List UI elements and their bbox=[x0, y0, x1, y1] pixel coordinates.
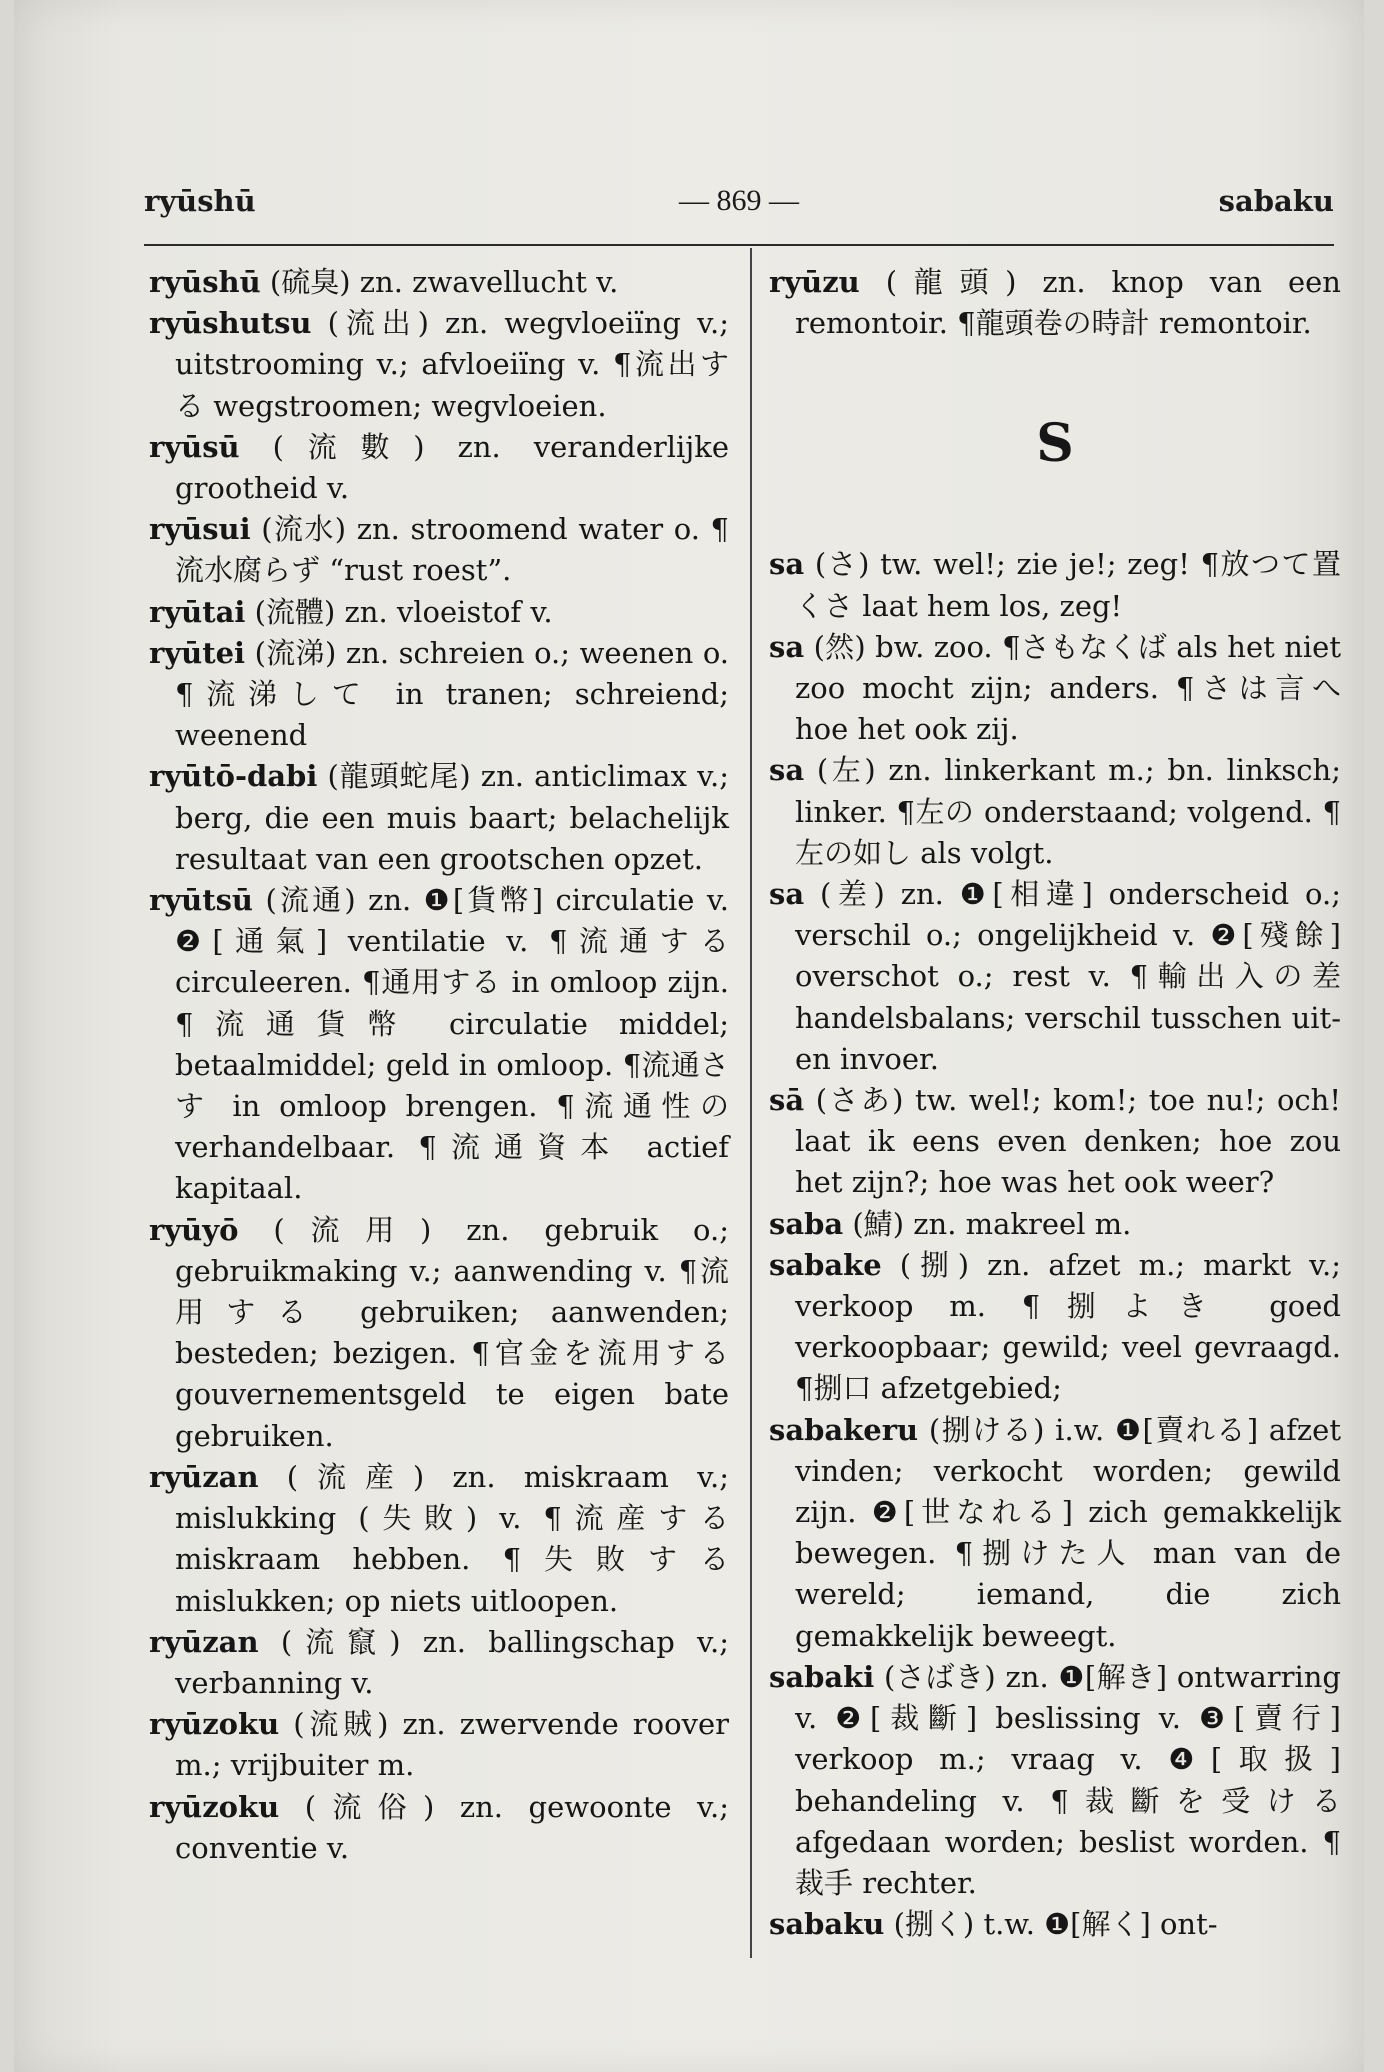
headword: ryūzoku bbox=[149, 1707, 280, 1742]
headword: sabake bbox=[769, 1247, 882, 1282]
headword: ryūzan bbox=[149, 1624, 259, 1659]
dictionary-entry bbox=[149, 509, 729, 591]
headword: ryūtai bbox=[149, 594, 246, 629]
entry-body: (流竄) zn. ballingschap v.; verbanning v. bbox=[175, 1624, 729, 1700]
headword: sabakeru bbox=[769, 1412, 919, 1447]
entry-body: (差) zn. ❶[相違] onderscheid o.; verschil o.; ongelijkheid v. ❷[殘餘] overschot o.; rest v. ¶輸出入の差 handelsbalans; verschil tusschen uit-en invoer. bbox=[795, 877, 1341, 1076]
dictionary-entry bbox=[149, 303, 729, 427]
entry-body: (流水) zn. stroomend water o. ¶流水腐らず “rust roest”. bbox=[175, 512, 729, 588]
dictionary-entry bbox=[149, 1787, 729, 1869]
header-rule bbox=[144, 244, 1334, 246]
left-column bbox=[149, 262, 729, 1869]
headword: ryūzu bbox=[769, 265, 860, 299]
entry-body: (流賊) zn. zwervende roover m.; vrijbuiter m. bbox=[175, 1707, 729, 1783]
headword: ryūshū bbox=[149, 265, 261, 299]
headword: ryūzan bbox=[149, 1459, 259, 1494]
entry-body: (流通) zn. ❶[貨幣] circulatie v. ❷[通氣] ventilatie v. ¶流通する circuleeren. ¶通用する in omloop zijn. ¶流通貨幣 circulatie middel; betaalmiddel; geld in omloop. ¶流通さす in omloop brengen. ¶流通性の verhandelbaar. ¶流通資本 actief kapitaal. bbox=[175, 883, 729, 1206]
headword: saba bbox=[769, 1206, 844, 1241]
dictionary-entry bbox=[149, 756, 729, 880]
headword: ryūsū bbox=[149, 429, 240, 464]
headword: sabaki bbox=[769, 1659, 875, 1694]
headword: ryūsui bbox=[149, 512, 251, 547]
entry-body: (流産) zn. miskraam v.; mislukking (失敗) v. ¶流産する miskraam hebben. ¶失敗する mislukken; op niets uitloopen. bbox=[175, 1459, 729, 1618]
entry-body: (龍頭) zn. knop van een remontoir. ¶龍頭卷の時計 remontoir. bbox=[795, 265, 1341, 341]
dictionary-entry bbox=[149, 1457, 729, 1622]
dictionary-entry bbox=[149, 633, 729, 757]
dictionary-entry bbox=[769, 1904, 1341, 1945]
section-letter: S bbox=[1036, 413, 1074, 475]
entry-body: (硫臭) zn. zwavellucht v. bbox=[260, 265, 619, 299]
headword: ryūyō bbox=[149, 1212, 239, 1247]
headword: sabaku bbox=[769, 1907, 885, 1942]
headword: ryūtei bbox=[149, 635, 246, 670]
dictionary-entry bbox=[149, 262, 729, 303]
entry-body: (さ) tw. wel!; zie je!; zeg! ¶放つて置くさ laat hem los, zeg! bbox=[795, 547, 1341, 623]
dictionary-entry bbox=[769, 1410, 1341, 1657]
headword: sa bbox=[769, 877, 805, 912]
running-head bbox=[144, 184, 1334, 224]
dictionary-page bbox=[14, 0, 1364, 2072]
column-divider bbox=[750, 248, 752, 1958]
entry-body: (流數) zn. veranderlijke grootheid v. bbox=[175, 429, 729, 506]
headword: ryūtō-dabi bbox=[149, 759, 318, 794]
headword: ryūzoku bbox=[149, 1789, 280, 1824]
dictionary-entry bbox=[769, 544, 1341, 626]
headword: ryūtsū bbox=[149, 883, 254, 918]
entry-body: (龍頭蛇尾) zn. anticlimax v.; berg, die een muis baart; belachelijk resultaat van een grootschen opzet. bbox=[175, 759, 729, 876]
dictionary-entry bbox=[149, 1704, 729, 1786]
dictionary-entry bbox=[769, 874, 1341, 1080]
dictionary-entry bbox=[149, 880, 729, 1210]
entry-body: (流俗) zn. gewoonte v.; conventie v. bbox=[175, 1789, 729, 1865]
dictionary-entry bbox=[149, 427, 729, 509]
headword: sā bbox=[769, 1083, 805, 1118]
entry-body: (流用) zn. gebruik o.; gebruikmaking v.; aanwending v. ¶流用する gebruiken; aanwenden; besteden; bezigen. ¶官金を流用する gouvernementsgeld te eigen bate gebruiken. bbox=[175, 1212, 729, 1453]
entry-body: (捌く) t.w. ❶[解く] ont- bbox=[884, 1907, 1218, 1942]
dictionary-entry bbox=[769, 262, 1341, 344]
entry-body: (流體) zn. vloeistof v. bbox=[245, 594, 553, 629]
right-guide-word: sabaku bbox=[1218, 184, 1334, 218]
dictionary-entry bbox=[769, 1657, 1341, 1904]
entry-body: (捌ける) i.w. ❶[賣れる] afzet vinden; verkocht worden; gewild zijn. ❷[世なれる] zich gemakkelijk bewegen. ¶捌けた人 man van de wereld; iemand, die zich gemakkelijk beweegt. bbox=[795, 1412, 1341, 1653]
headword: sa bbox=[769, 547, 805, 582]
headword: sa bbox=[769, 629, 805, 664]
dictionary-entry bbox=[769, 627, 1341, 751]
left-guide-word: ryūshū bbox=[144, 184, 256, 218]
headword: sa bbox=[769, 753, 805, 788]
entry-body: (然) bw. zoo. ¶さもなくば als het niet zoo mocht zijn; anders. ¶さは言へ hoe het ook zij. bbox=[795, 629, 1341, 747]
right-column bbox=[769, 262, 1341, 1945]
dictionary-entry bbox=[149, 1210, 729, 1457]
page-number: — 869 — bbox=[679, 184, 799, 217]
dictionary-entry bbox=[769, 750, 1341, 874]
entry-body: (捌) zn. afzet m.; markt v.; verkoop m. ¶捌よき goed verkoopbaar; gewild; veel gevraagd. ¶捌口 afzetgebied; bbox=[795, 1247, 1341, 1406]
dictionary-entry bbox=[769, 1080, 1341, 1204]
dictionary-entry bbox=[149, 1622, 729, 1704]
entry-body: (鯖) zn. makreel m. bbox=[843, 1206, 1132, 1241]
dictionary-entry bbox=[149, 592, 729, 633]
entry-body: (流出) zn. wegvloeiïng v.; uitstrooming v.; afvloeiïng v. ¶流出する wegstroomen; wegvloeien. bbox=[175, 306, 729, 423]
dictionary-entry bbox=[769, 1204, 1341, 1245]
entry-body: (さばき) zn. ❶[解き] ontwarring v. ❷[裁斷] beslissing v. ❸[賣行] verkoop m.; vraag v. ❹[取扱] behandeling v. ¶裁斷を受ける afgedaan worden; beslist worden. ¶裁手 rechter. bbox=[795, 1659, 1341, 1900]
headword: ryūshutsu bbox=[149, 306, 312, 341]
entry-body: (さあ) tw. wel!; kom!; toe nu!; och! laat ik eens even denken; hoe zou het zijn?; hoe was het ook weer? bbox=[795, 1083, 1341, 1200]
entry-body: (流涕) zn. schreien o.; weenen o. ¶流涕して in tranen; schreiend; weenend bbox=[175, 635, 729, 753]
dictionary-entry bbox=[769, 1245, 1341, 1410]
entry-body: (左) zn. linkerkant m.; bn. linksch; linker. ¶左の onderstaand; volgend. ¶左の如し als volgt. bbox=[795, 753, 1341, 870]
